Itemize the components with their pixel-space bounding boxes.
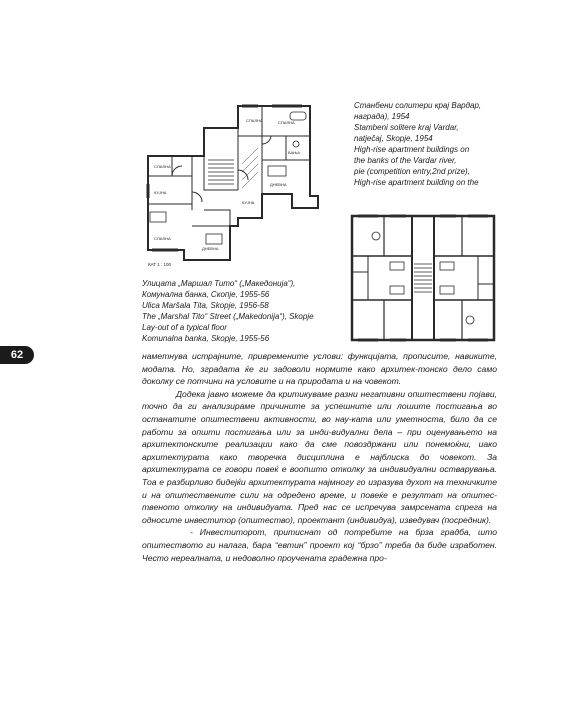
- room-label-1: СПАЛНА: [246, 118, 263, 123]
- room-label-7: КУЈНА: [154, 190, 167, 195]
- room-label-6: ДНЕВНА: [270, 182, 287, 187]
- floor-plan-drawing-left: [142, 100, 328, 268]
- caption-line: Улицата „Маршал Тито“ („Македонија“),: [142, 279, 296, 288]
- caption-line: The „Marshal Tito“ Street („Makedonija“), Skopje: [142, 312, 314, 321]
- page-number-badge: 62: [0, 346, 34, 364]
- room-label-5: ДНЕВНА: [202, 246, 219, 251]
- paragraph: - Инвеститорот, притиснат од потребите на брза градба, што општеството ги налага, бара “евтин” проект кој “брзо” треба да биде изработен. Често нереалната, и недоволно проучената градежна про-: [142, 527, 497, 563]
- caption-line: Станбени солитери крај Вардар,: [354, 101, 482, 110]
- caption-line: награда), 1954: [354, 112, 410, 121]
- paragraph: Додека јавно можеме да критикуваме разни негативни општествени појави, точно да ги анализираме причините за успешните или лошите постигања во останатите општествени активности, во нау-ката или уметноста, било да се работи за општи постигања или за инди-видуални дела – при оценувањето на архитектонските реализации како да сме повоздржани или понемоќни, иако архитектурата како творечка дисциплина е најблиска до човекот. За архитектурата се говори повеќ е воопшто отколку за индивидуални остварувања. Тоа е разбирливо бидејќи архитектурата најмногу го изразува духот на техничките и на општествените сили на одредено време, и повеќе е резултат на општес-твеното отколку на индивидуата. Пред нас се испречува замрсената спрега на односите инвеститор (општество), проектант (индивидуа), изведувач (посредник).: [142, 388, 497, 525]
- plan-scale-label: КАТ 1 : 100: [148, 262, 172, 267]
- floor-plan-drawing-right: [348, 212, 498, 344]
- paragraph: наметнува истрајните, привремените услови: функцијата, прописите, навиките, модата. Но, зградата ќе ги задоволи нормите како архитек-тонско дело само доколку се потчини на условите и на природата и на човекот.: [142, 351, 497, 387]
- room-label-4: СПАЛНА: [154, 236, 171, 241]
- caption-line: pie (competition entry,2nd prize),: [354, 167, 470, 176]
- caption-line: Stambeni solitere kraj Vardar,: [354, 123, 459, 132]
- caption-line: Komunalna banka, Skopje, 1955-56: [142, 334, 270, 343]
- caption-line: Ulica Maršala Tita, Skopje, 1956-58: [142, 301, 269, 310]
- caption-left: [142, 278, 352, 344]
- caption-line: Lay-out of a typical floor: [142, 323, 227, 332]
- caption-line: High-rise apartment buildings on: [354, 145, 470, 154]
- caption-line: natječaj, Skopje, 1954: [354, 134, 433, 143]
- room-label-9: БАЊА: [288, 150, 300, 155]
- caption-line: Комунална банка, Скопје, 1955-56: [142, 290, 270, 299]
- room-label-2: СПАЛНА: [278, 120, 295, 125]
- caption-right: [354, 100, 504, 188]
- caption-line: High-rise apartment building on the: [354, 178, 479, 187]
- room-label-3: СПАЛНА: [154, 164, 171, 169]
- body-text: [142, 350, 497, 564]
- room-label-8: КУЈНА: [242, 200, 255, 205]
- caption-line: the banks of the Vardar river,: [354, 156, 457, 165]
